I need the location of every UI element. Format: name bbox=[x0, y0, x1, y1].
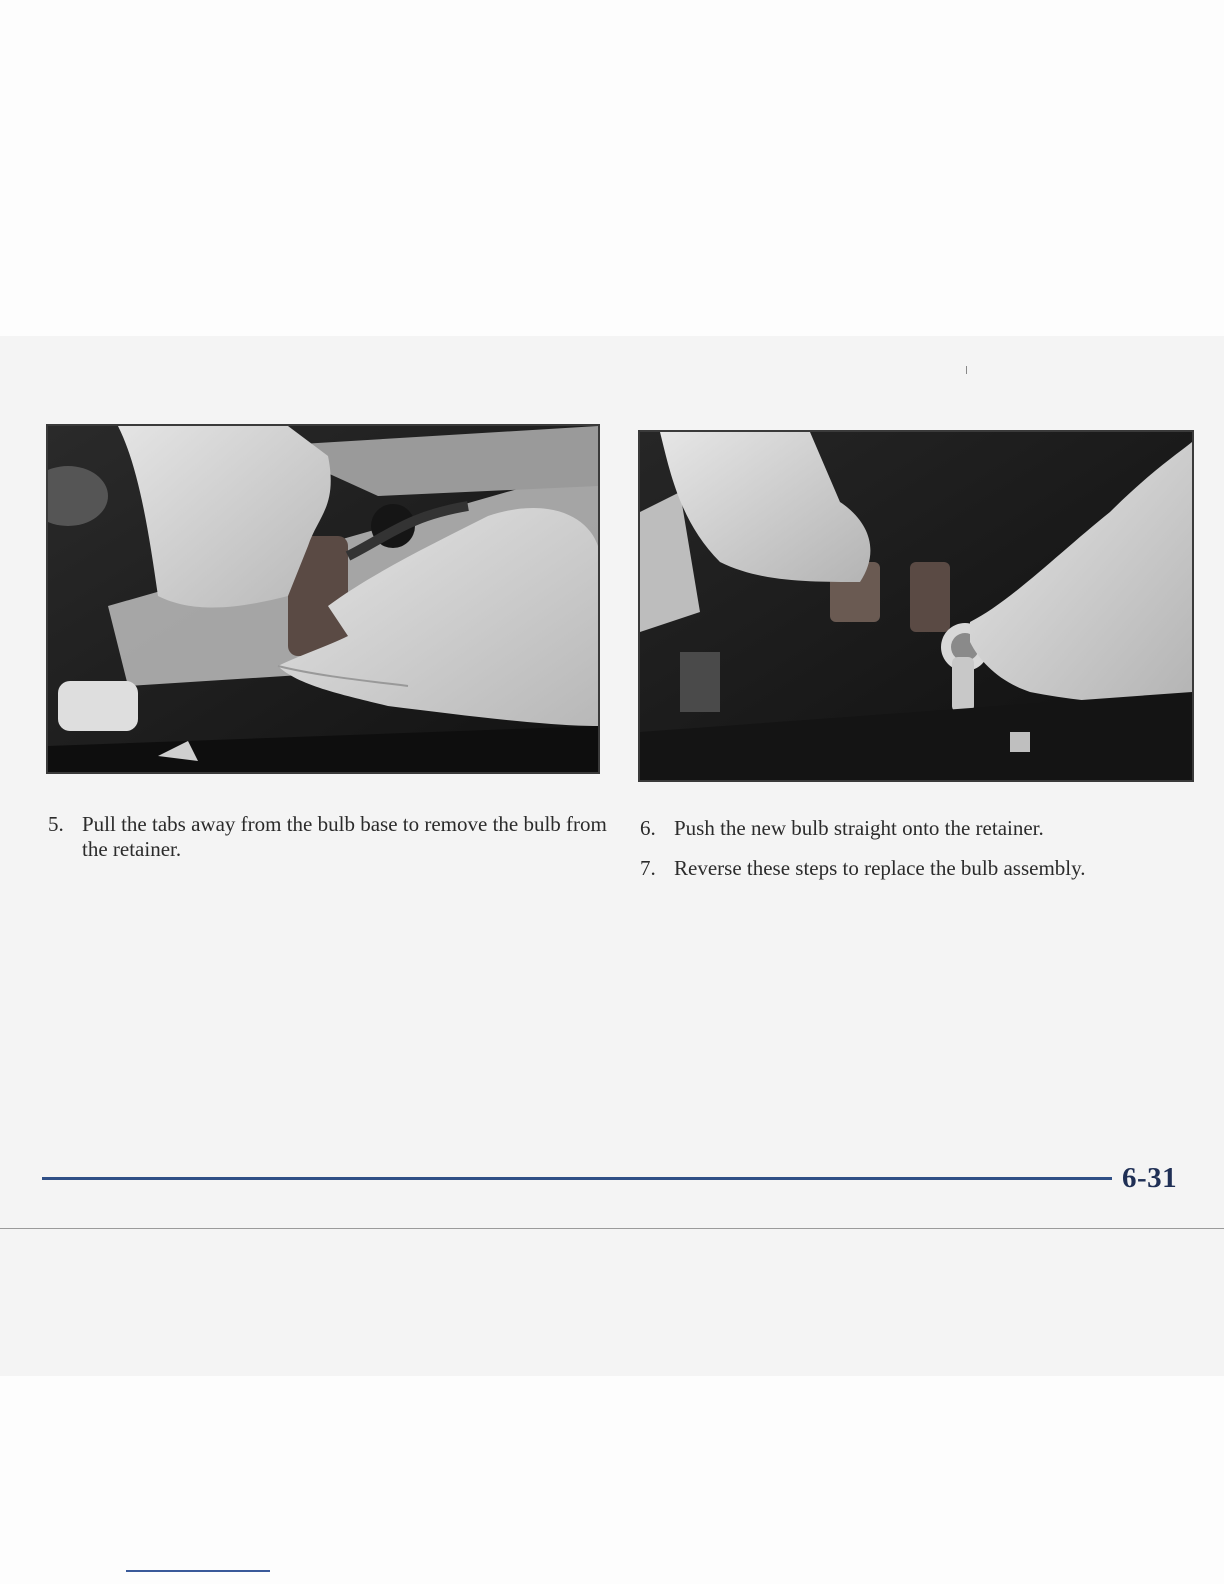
bottom-link-line bbox=[126, 1570, 270, 1572]
step-text: Reverse these steps to replace the bulb assembly. bbox=[674, 856, 1086, 880]
step-7 bbox=[640, 856, 1200, 881]
step-number: 7. bbox=[640, 856, 656, 880]
step-number: 6. bbox=[640, 816, 656, 840]
page-number: 6-31 bbox=[1122, 1162, 1178, 1194]
step-5 bbox=[48, 812, 608, 862]
bulb-removal-photo bbox=[46, 424, 600, 774]
footer-rule bbox=[42, 1177, 1112, 1180]
step-6 bbox=[640, 816, 1200, 841]
hands-removing-bulb-image bbox=[48, 426, 598, 772]
scan-mark bbox=[966, 366, 967, 374]
step-text: Pull the tabs away from the bulb base to remove the bulb from the retainer. bbox=[82, 812, 607, 861]
bulb-install-photo bbox=[638, 430, 1194, 782]
step-number: 5. bbox=[48, 812, 64, 836]
step-text: Push the new bulb straight onto the retainer. bbox=[674, 816, 1044, 840]
hands-installing-bulb-image bbox=[640, 432, 1192, 780]
scan-edge-line bbox=[0, 1228, 1224, 1229]
